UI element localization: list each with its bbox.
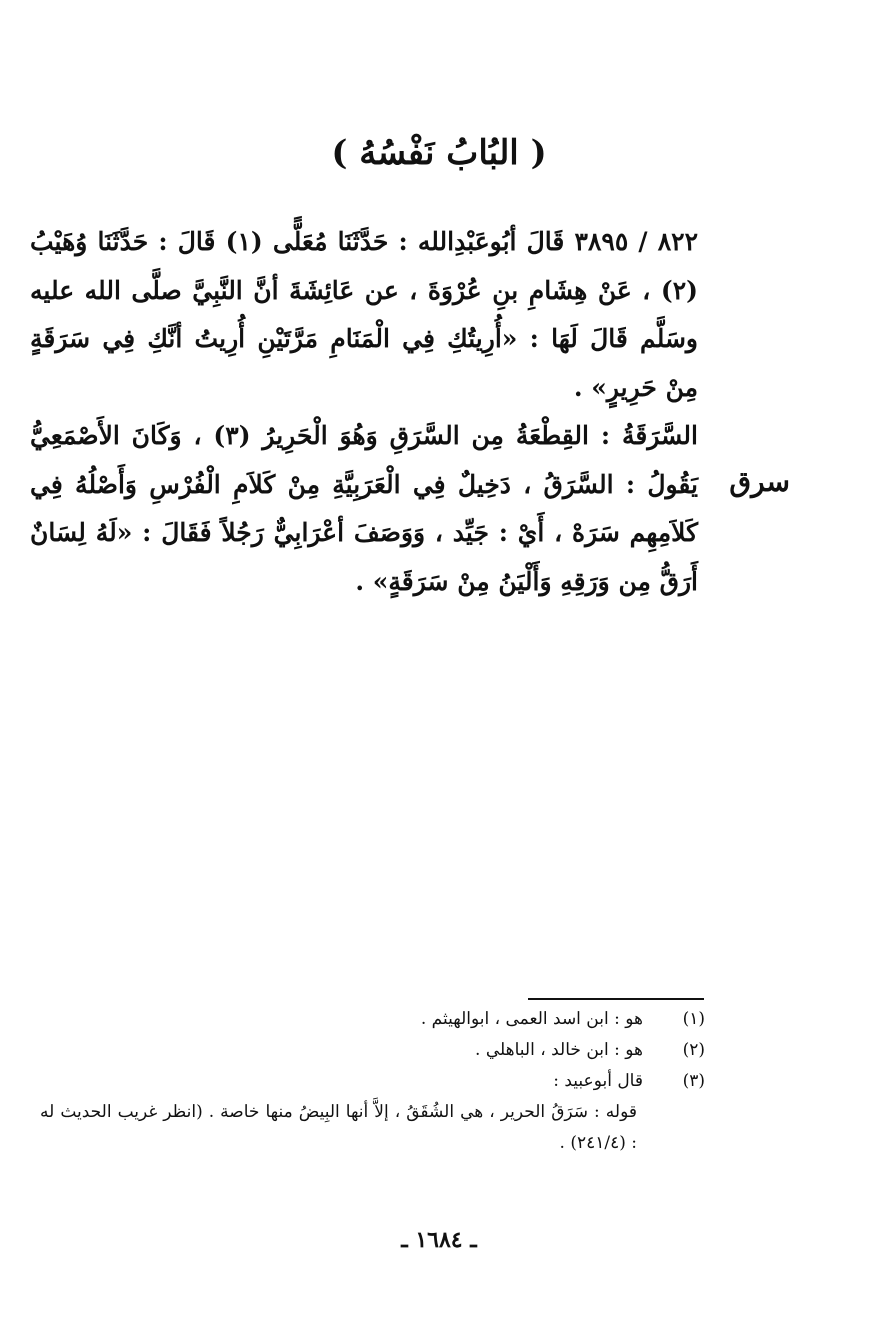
page-number: ـ ١٦٨٤ ـ bbox=[401, 1227, 477, 1253]
footnote-number: (١) bbox=[682, 1009, 705, 1029]
footnote-text: هو : ابن اسد العمى ، ابوالهيثم . bbox=[420, 1009, 643, 1029]
margin-keyword: سرق bbox=[729, 465, 790, 498]
commentary-paragraph: السَّرَقَةُ : القِطْعَةُ مِن السَّرَقِ وَهُوَ الْحَرِيرُ (٣) ، وَكَانَ الأَصْمَعِيُّ يَقُولُ : السَّرَقُ ، دَخِيلٌ فِي الْعَرَبِيَّةِ مِنْ كَلاَمِ الْفُرْسِ وَأَصْلُهُ فِي كَلاَمِهِم سَرَهْ ، أَيْ : جَيِّد ، وَوَصَفَ أعْرَابِيٌّ رَجُلاً فَقَالَ : «لَهُ لِسَانٌ أَرَقُّ مِن وَرَقِهِ وَأَلْيَنُ مِنْ سَرَقَةٍ» . bbox=[30, 421, 698, 596]
chapter-heading: ( البُابُ نَفْسُهُ ) bbox=[331, 133, 547, 173]
footnote-3-continuation: قوله : سَرَقُ الحرير ، هي الشُقَقُ ، إلاَّ أنها البِيضُ منها خاصة . (انظر غريب الحديث له : (٢٤١/٤) . bbox=[40, 1102, 637, 1153]
footnote-text: هو : ابن خالد ، الباهلي . bbox=[475, 1040, 643, 1060]
hadith-paragraph: ٨٢٢ / ٣٨٩٥ قَالَ أبُوعَبْدِالله : حَدَّثَنَا مُعَلًّى (١) قَالَ : حَدَّثَنَا وُهَيْبُ (٢) ، عَنْ هِشَامِ بنِ عُرْوَةَ ، عن عَائِشَةَ أنَّ النَّبِيَّ صلَّى الله عليه وسَلَّم قَالَ لَهَا : «أُرِيتُكِ فِي الْمَنَامِ مَرَّتَيْنِ أُرِيتُ أنَّكِ فِي سَرَقَةٍ مِنْ حَرِيرٍ» . bbox=[30, 227, 699, 402]
footnotes-section bbox=[40, 1004, 705, 1159]
main-text-block bbox=[30, 218, 698, 606]
footnote-3 bbox=[40, 1066, 705, 1097]
footnote-divider bbox=[528, 998, 704, 1000]
footnote-number: (٣) bbox=[682, 1071, 705, 1091]
footnote-1 bbox=[40, 1004, 705, 1035]
footnote-text: قال أبوعبيد : bbox=[553, 1071, 643, 1091]
footnote-2 bbox=[40, 1035, 705, 1066]
footnote-number: (٢) bbox=[682, 1040, 705, 1060]
